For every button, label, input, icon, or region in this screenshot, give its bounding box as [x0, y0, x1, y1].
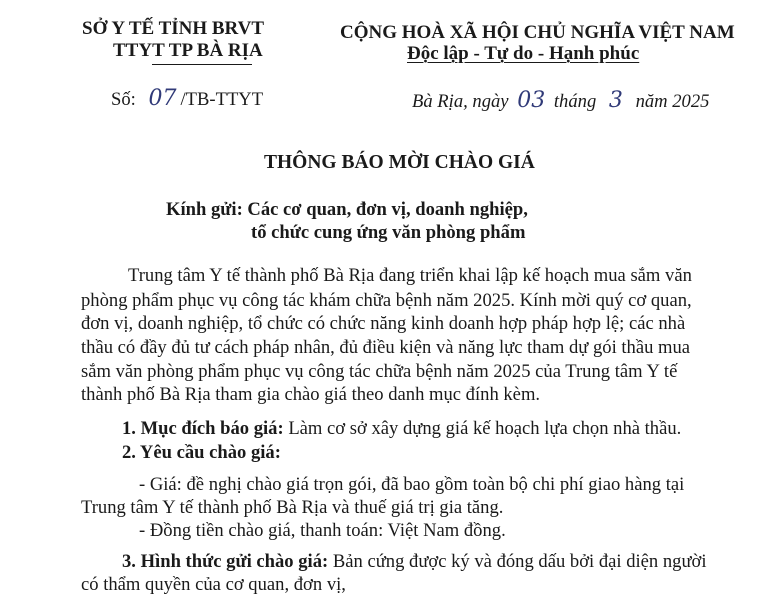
intro-line: thầu có đầy đủ tư cách pháp nhân, đủ điều kiện và năng lực tham dự gói thầu mua: [81, 337, 691, 358]
section-2-price-line-2: Trung tâm Y tế thành phố Bà Rịa và thuế giá trị gia tăng.: [81, 497, 504, 518]
section-3-heading: 3. Hình thức gửi chào giá:: [122, 551, 329, 572]
intro-line: sắm văn phòng phẩm phục vụ công tác chữa bệnh năm 2025 của Trung tâm Y tế: [81, 361, 678, 382]
section-2-heading: 2. Yêu cầu chào giá:: [122, 442, 281, 463]
section-2-currency-line: - Đồng tiền chào giá, thanh toán: Việt Nam đồng.: [139, 520, 506, 541]
date-day-handwritten: 03: [517, 88, 546, 113]
doc-number: [111, 86, 263, 111]
date-month-handwritten: 3: [608, 88, 623, 113]
org-name-underline: [152, 64, 252, 65]
date-year: năm 2025: [635, 91, 710, 112]
recipient-line-1: Kính gửi: Các cơ quan, đơn vị, doanh nghiệp,: [166, 199, 528, 220]
org-parent-name: SỞ Y TẾ TỈNH BRVT: [82, 18, 265, 39]
document-title: THÔNG BÁO MỜI CHÀO GIÁ: [264, 152, 535, 173]
doc-number-suffix: /TB-TTYT: [180, 89, 264, 110]
section-1: [122, 418, 681, 440]
intro-line: thành phố Bà Rịa tham gia chào giá theo danh mục đính kèm.: [81, 384, 541, 405]
section-1-heading: 1. Mục đích báo giá:: [122, 418, 284, 439]
section-3-text-line-2: có thẩm quyền của cơ quan, đơn vị,: [81, 574, 346, 595]
intro-line: phòng phẩm phục vụ công tác khám chữa bệnh năm 2025. Kính mời quý cơ quan,: [81, 290, 692, 311]
nation-title: CỘNG HOÀ XÃ HỘI CHỦ NGHĨA VIỆT NAM: [340, 22, 735, 43]
org-name: TTYT TP BÀ RỊA: [113, 40, 263, 61]
section-2-price-line-1: - Giá: đề nghị chào giá trọn gói, đã bao gồm toàn bộ chi phí giao hàng tại: [139, 474, 685, 495]
intro-line: đơn vị, doanh nghiệp, tổ chức có chức năng kinh doanh hợp pháp hợp lệ; các nhà: [81, 313, 686, 334]
section-3-text: Bản cứng được ký và đóng dấu bởi đại diện người: [328, 551, 707, 572]
doc-number-handwritten: 07: [148, 86, 177, 111]
section-3: [122, 551, 707, 573]
recipient-line-2: tổ chức cung ứng văn phòng phẩm: [251, 222, 526, 243]
date-line: [412, 88, 709, 113]
date-place: Bà Rịa, ngày: [412, 91, 509, 112]
motto: Độc lập - Tự do - Hạnh phúc: [407, 43, 640, 64]
doc-number-prefix: Số:: [111, 89, 136, 110]
section-1-text: Làm cơ sở xây dựng giá kế hoạch lựa chọn nhà thầu.: [283, 418, 682, 439]
date-month-label: tháng: [553, 91, 597, 112]
intro-line: Trung tâm Y tế thành phố Bà Rịa đang triển khai lập kế hoạch mua sắm văn: [128, 265, 692, 286]
